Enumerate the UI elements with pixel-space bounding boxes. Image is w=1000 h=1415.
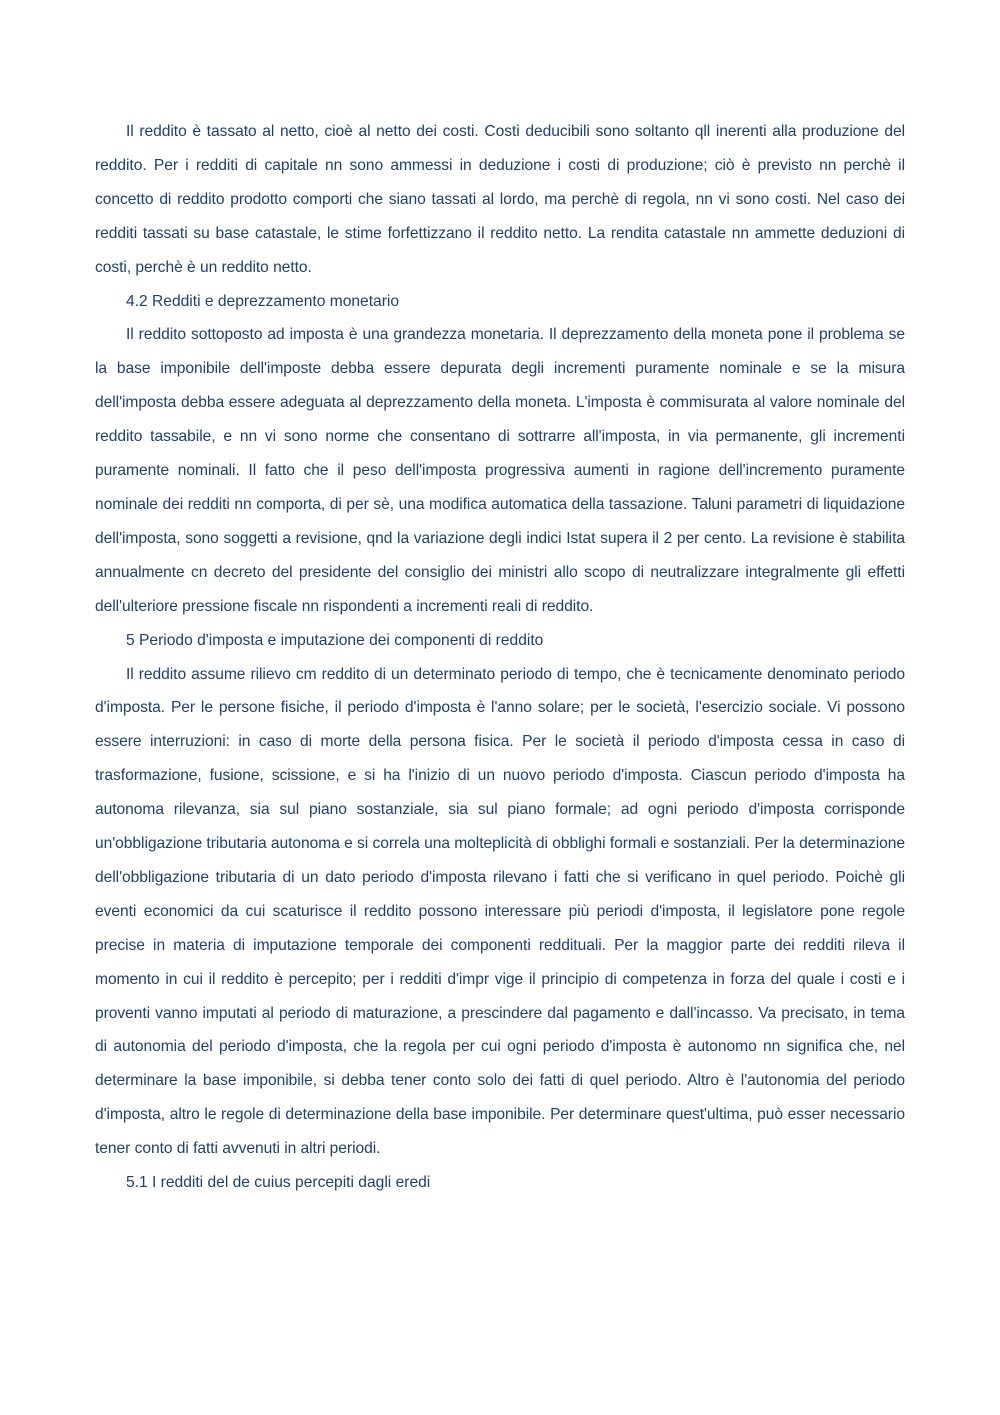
heading-5: 5 Periodo d'imposta e imputazione dei componenti di reddito bbox=[126, 631, 544, 649]
paragraph-monetary-depreciation: Il reddito sottoposto ad imposta è una grandezza monetaria. Il deprezzamento della moneta pone il problema se la base imponibile dell'imposte debba essere depurata degli incrementi puramente nominale e se la misura dell'imposta debba essere adeguata al deprezzamento della moneta. L'imposta è commisurata al valore nominale del reddito tassabile, e nn vi sono norme che consentano di sottrarre all'imposta, in via permanente, gli incrementi puramente nominali. Il fatto che il peso dell'imposta progressiva aumenti in ragione dell'incremento puramente nominale dei redditi nn comporta, di per sè, una modifica automatica della tassazione. Taluni parametri di liquidazione dell'imposta, sono soggetti a revisione, qnd la variazione degli indici Istat supera il 2 per cento. La revisione è stabilita annualmente cn decreto del presidente del consiglio dei ministri allo scopo di neutralizzare integralmente gli effetti dell'ulteriore pressione fiscale nn rispondenti a incrementi reali di reddito. bbox=[95, 326, 905, 615]
document-body bbox=[95, 115, 905, 1200]
paragraph-net-income: Il reddito è tassato al netto, cioè al netto dei costi. Costi deducibili sono soltanto qll inerenti alla produzione del reddito. Per i redditi di capitale nn sono ammessi in deduzione i costi di produzione; ciò è previsto nn perchè il concetto di reddito prodotto comporti che siano tassati al lordo, ma perchè di regola, nn vi sono costi. Nel caso dei redditi tassati su base catastale, le stime forfettizzano il reddito netto. La rendita catastale nn ammette deduzioni di costi, perchè è un reddito netto. bbox=[95, 123, 905, 276]
paragraph-tax-period: Il reddito assume rilievo cm reddito di un determinato periodo di tempo, che è tecnicamente denominato periodo d'imposta. Per le persone fisiche, il periodo d'imposta è l'anno solare; per le società, l'esercizio sociale. Vi possono essere interruzioni: in caso di morte della persona fisica. Per le società il periodo d'imposta cessa in caso di trasformazione, fusione, scissione, e si ha l'inizio di un nuovo periodo d'imposta. Ciascun periodo d'imposta ha autonoma rilevanza, sia sul piano sostanziale, sia sul piano formale; ad ogni periodo d'imposta corrisponde un'obbligazione tributaria autonoma e si correla una molteplicità di obblighi formali e sostanziali. Per la determinazione dell'obbligazione tributaria di un dato periodo d'imposta rilevano i fatti che si verificano in quel periodo. Poichè gli eventi economici da cui scaturisce il reddito possono interessare più periodi d'imposta, il legislatore pone regole precise in materia di imputazione temporale dei componenti reddituali. Per la maggior parte dei redditi rileva il momento in cui il reddito è percepito; per i redditi d'impr vige il principio di competenza in forza del quale i costi e i proventi vanno imputati al periodo di maturazione, a prescindere dal pagamento e dall'incasso. Va precisato, in tema di autonomia del periodo d'imposta, che la regola per cui ogni periodo d'imposta è autonomo nn significa che, nel determinare la base imponibile, si debba tener conto solo dei fatti di quel periodo. Altro è l'autonomia del periodo d'imposta, altro le regole di determinazione della base imponibile. Per determinare quest'ultima, può esser necessario tener conto di fatti avvenuti in altri periodi. bbox=[95, 665, 905, 1158]
heading-4-2: 4.2 Redditi e deprezzamento monetario bbox=[126, 292, 400, 310]
heading-5-1: 5.1 I redditi del de cuius percepiti dagli eredi bbox=[126, 1174, 431, 1192]
